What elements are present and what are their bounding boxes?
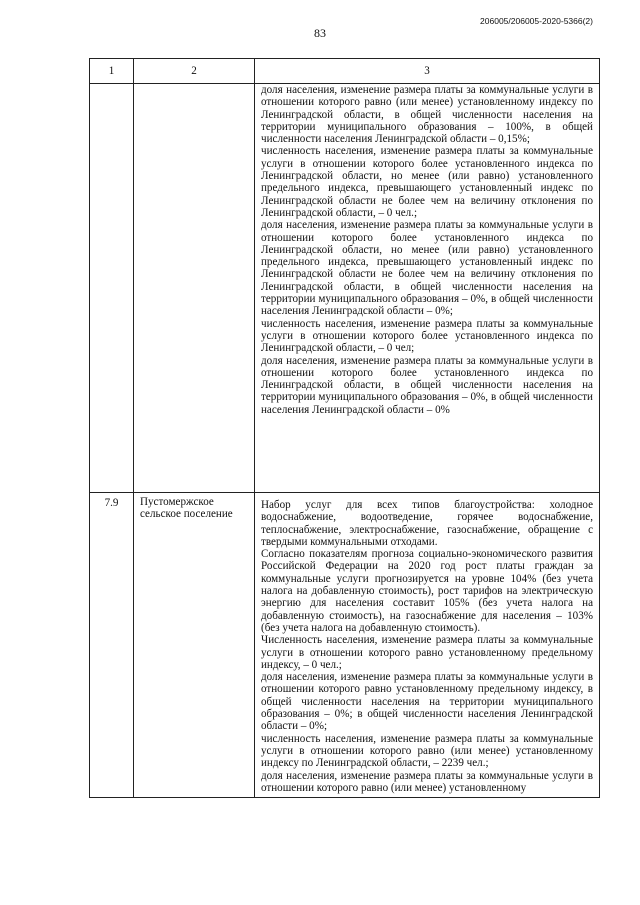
paragraph: Согласно показателям прогноза социально-экономического развития Российской Федерации на 2020 год рост платы граждан за коммунальные услуги прогнозируется на уровне 104% (без учета налога на добавленную стоимость), рост тарифов на электрическую энергию для населения составит 105% (без учета налога на добавленную стоимость), на газоснабжение для населения – 103% (без учета налога на добавленную стоимость). [261,548,593,634]
table-row [90,493,600,798]
page-number: 83 [314,26,326,40]
paragraph: доля населения, изменение размера платы за коммунальные услуги в отношении которого более установленного индекса по Ленинградской области, но менее (или равно) установленного предельного индекса, превышающего установленный индекс по Ленинградской области не более чем на величину отклонения по Ленинградской области, в общей численности населения на территории муниципального образования – 0%, в общей численности населения Ленинградской области – 0%; [261,219,593,318]
table-row [90,84,600,493]
paragraph: доля населения, изменение размера платы за коммунальные услуги в отношении которого равно (или менее) установленному индексу по Ленинградской области, в общей численности населения на территории муниципального образования – 100%, в общей численности населения Ленинградской области – 0,15%; [261,84,593,146]
description-cell [255,493,600,798]
paragraph: Численность населения, изменение размера платы за коммунальные услуги в отношении которого равно установленному предельному индексу, – 0 чел.; [261,634,593,671]
paragraph: доля населения, изменение размера платы за коммунальные услуги в отношении которого равно (или менее) установленному [261,769,593,794]
column-header-3: 3 [255,59,600,84]
row-number-cell [90,84,134,493]
description-cell [255,84,600,493]
column-header-1: 1 [90,59,134,84]
column-header-2: 2 [134,59,255,84]
document-table [89,58,600,798]
paragraph: численность населения, изменение размера платы за коммунальные услуги в отношении которого равно (или менее) установленному индексу по Ленинградской области, – 2239 чел.; [261,732,593,770]
paragraph: численность населения, изменение размера платы за коммунальные услуги в отношении которого более установленного индекса по Ленинградской области, – 0 чел; [261,317,593,355]
municipality-name-cell [134,84,255,493]
paragraph: доля населения, изменение размера платы за коммунальные услуги в отношении которого более установленного индекса по Ленинградской области, в общей численности населения на территории муниципального образования – 0%, в общей численности населения Ленинградской области – 0% [261,354,593,416]
paragraph: численность населения, изменение размера платы за коммунальные услуги в отношении которого более установленного индекса по Ленинградской области, но менее (или равно) установленного предельного индекса, превышающего установленный индекс по Ленинградской области не более чем на величину отклонения по Ленинградской области, – 0 чел.; [261,145,593,219]
document-code: 206005/206005-2020-5366(2) [480,16,593,26]
row-number-cell: 7.9 [90,493,134,798]
paragraph: Набор услуг для всех типов благоустройства: холодное водоснабжение, водоотведение, горячее водоснабжение, теплоснабжение, электроснабжение, газоснабжение, обращение с твердыми коммунальными отходами. [261,499,593,548]
table-header-row [90,59,600,84]
paragraph: доля населения, изменение размера платы за коммунальные услуги в отношении которого равно установленному предельному индексу, в общей численности населения на территории муниципального образования – 0%; в общей численности населения Ленинградской области – 0%; [261,671,593,733]
municipality-name-cell: Пустомержское сельское поселение [134,493,255,798]
